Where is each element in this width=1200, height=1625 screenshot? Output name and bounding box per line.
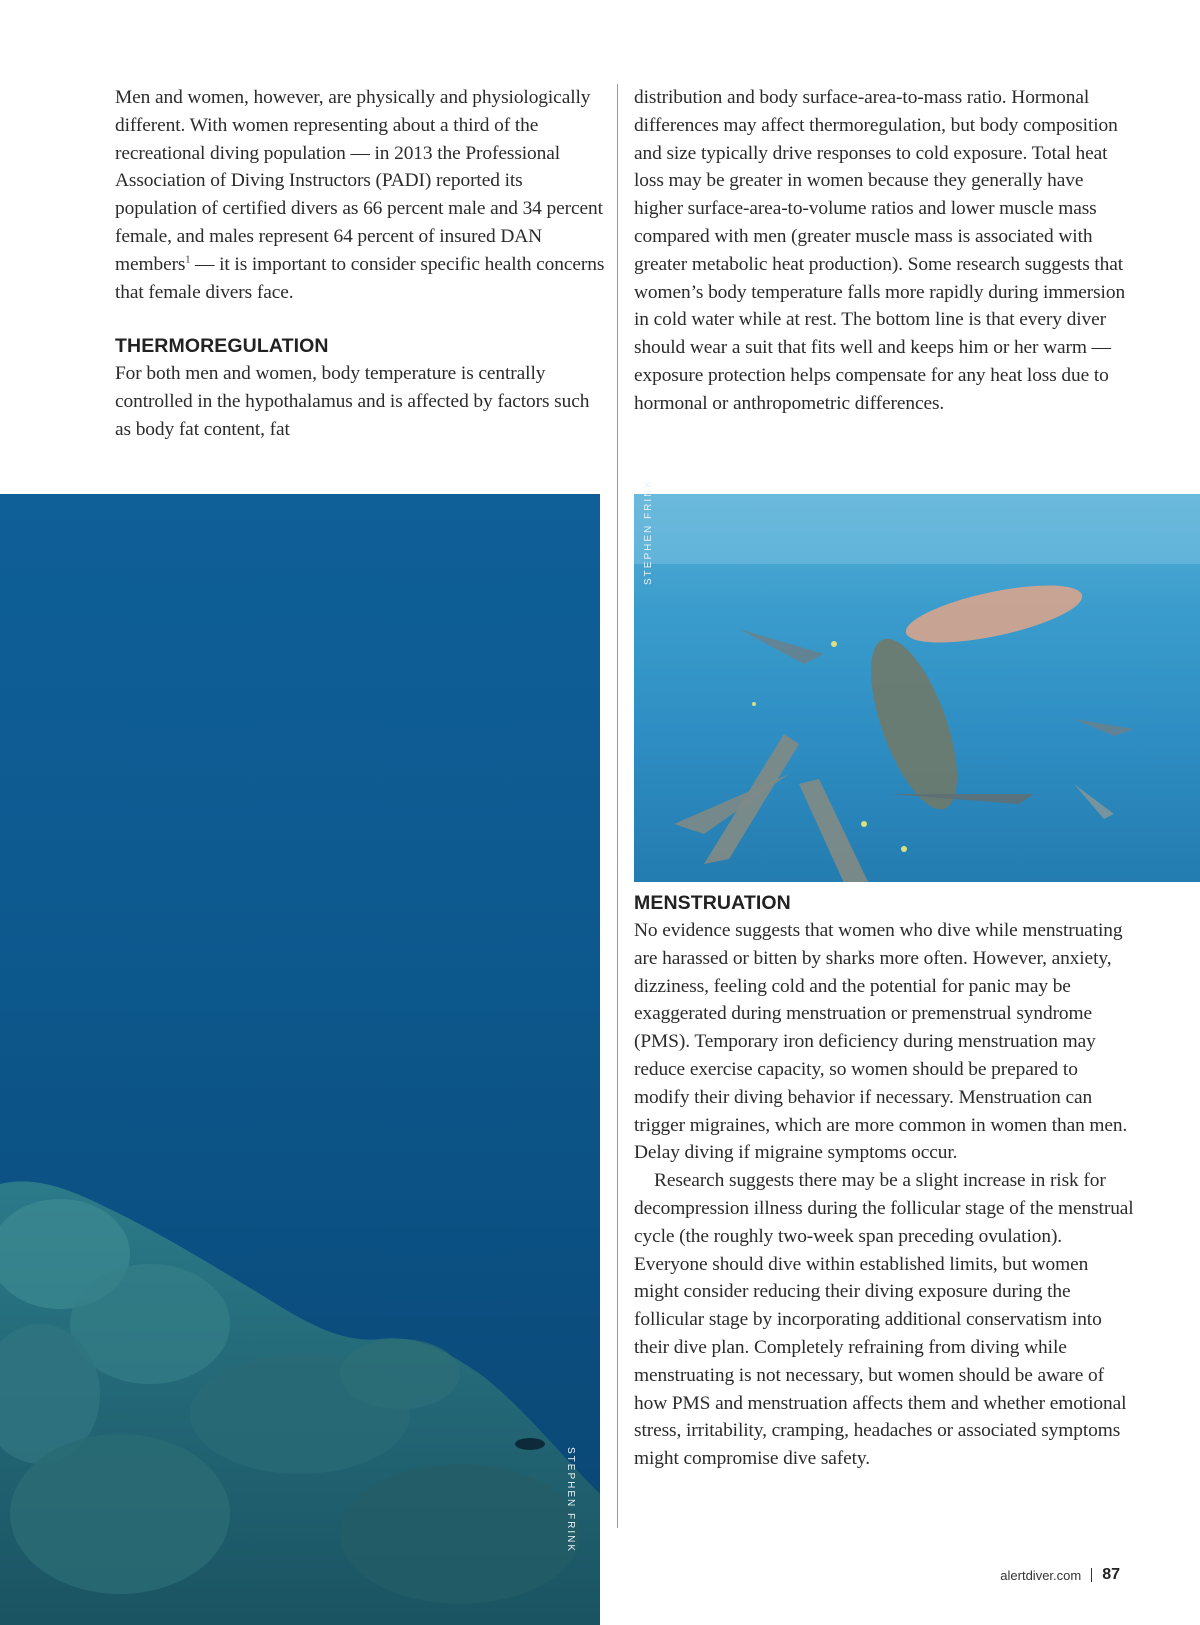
menstruation-heading: MENSTRUATION <box>634 892 791 914</box>
reef-photo <box>0 494 600 1625</box>
menstruation-paragraph-1: No evidence suggests that women who dive while menstruating are harassed or bitten by sharks more often. However, anxiety, dizziness, feeling cold and the potential for panic may be exaggerated during menstruation or premenstrual syndrome (PMS). Temporary iron deficiency during menstruation may reduce exercise capacity, so women should be prepared to modify their diving behavior if necessary. Menstruation can trigger migraines, which are more common in women than men. Delay diving if migraine symptoms occur. <box>634 920 1128 1164</box>
reef-illustration <box>0 494 600 1625</box>
menstruation-paragraph-2: Research suggests there may be a slight increase in risk for decompression illness during the follicular stage of the menstrual cycle (the roughly two-week span preceding ovulation). Everyone should dive within established limits, but women might consider reducing their diving exposure during the follicular stage by incorporating additional conservatism into their dive plan. Completely refraining from diving while menstruating is not necessary, but women should be aware of how PMS and menstruation affects them and whether emotional stress, irritability, cramping, headaches or associated symptoms might compromise dive safety. <box>634 1170 1134 1470</box>
shark-illustration <box>634 494 1200 882</box>
footer-site: alertdiver.com <box>1000 1567 1082 1583</box>
footer-separator <box>1091 1568 1092 1582</box>
footnote-marker: 1 <box>185 254 191 266</box>
thermoregulation-paragraph-start: For both men and women, body temperature is centrally controlled in the hypothalamus and is affected by factors such as body fat content, fat <box>115 363 590 440</box>
thermoregulation-paragraph-continued: distribution and body surface-area-to-mass ratio. Hormonal differences may affect thermoregulation, but body composition and size typically drive responses to cold exposure. Total heat loss may be greater in women because they generally have higher surface-area-to-volume ratios and lower muscle mass compared with men (greater muscle mass is associated with greater metabolic heat production). Some research suggests that women’s body temperature falls more rapidly during immersion in cold water while at rest. The bottom line is that every diver should wear a suit that fits well and keeps him or her warm — exposure protection helps compensate for any heat loss due to hormonal or anthropometric differences. <box>634 87 1126 414</box>
thermoregulation-heading: THERMOREGULATION <box>115 335 329 358</box>
right-column-bottom <box>634 890 1134 1473</box>
page-footer <box>1000 1566 1120 1584</box>
column-divider <box>617 84 618 1528</box>
right-column-top <box>634 84 1134 418</box>
shark-photo <box>634 494 1200 882</box>
shark-photo-credit: STEPHEN FRINK <box>643 478 654 585</box>
left-column <box>115 84 605 444</box>
page-number: 87 <box>1102 1566 1120 1583</box>
reef-photo-credit: STEPHEN FRINK <box>565 1447 576 1554</box>
intro-paragraph: Men and women, however, are physically and physiologically different. With women representing about a third of the recreational diving population — in 2013 the Professional Association of Diving Instructors (PADI) reported its population of certified divers as 66 percent male and 34 percent female, and males represent 64 percent of insured DAN members$^1$ — it is important to consider specific health concerns that female divers face. <box>115 87 605 303</box>
